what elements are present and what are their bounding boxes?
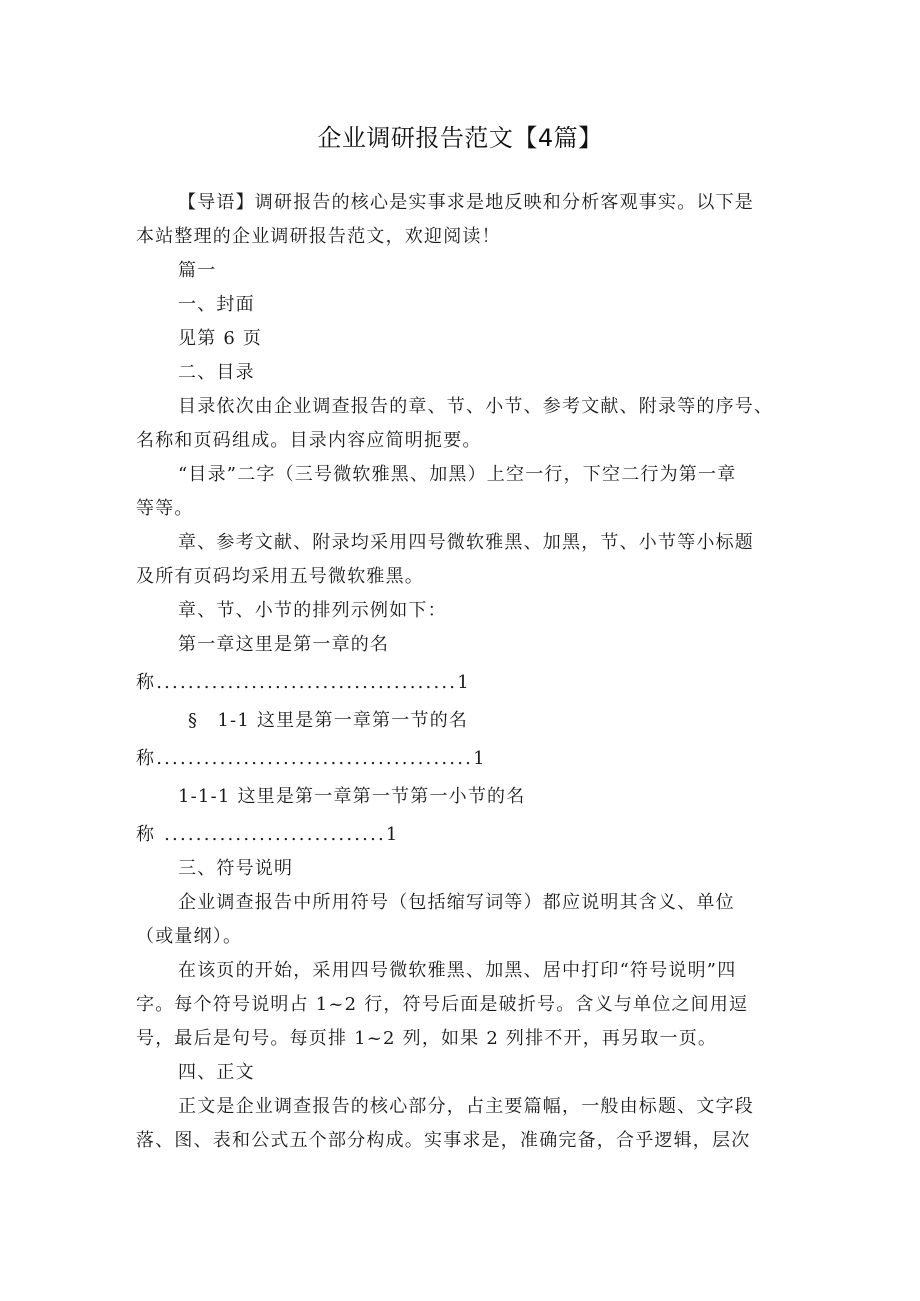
toc-paragraph-2-line-1: “目录”二字（三号微软雅黑、加黑）上空一行，下空二行为第一章 xyxy=(178,464,737,485)
section-heading-cover: 一、封面 xyxy=(178,294,255,315)
section-heading-body: 四、正文 xyxy=(178,1062,255,1083)
section-heading-toc: 二、目录 xyxy=(178,362,255,383)
body-paragraph-1-line-1: 正文是企业调查报告的核心部分，占主要篇幅，一般由标题、文字段 xyxy=(178,1096,754,1117)
toc-paragraph-1-line-2: 名称和页码组成。目录内容应简明扼要。 xyxy=(136,430,482,451)
toc-paragraph-1-line-1: 目录依次由企业调查报告的章、节、小节、参考文献、附录等的序号、 xyxy=(178,396,774,417)
body-paragraph-1-line-2: 落、图、表和公式五个部分构成。实事求是，准确完备，合乎逻辑，层次 xyxy=(136,1130,751,1151)
toc-example-subsection-title: 1-1-1 这里是第一章第一节第一小节的名 xyxy=(178,786,526,807)
toc-example-section-title: § 1-1 这里是第一章第一节的名 xyxy=(188,710,469,731)
toc-example-section-leader: 称........................................1 xyxy=(136,748,487,769)
toc-paragraph-3-line-2: 及所有页码均采用五号微软雅黑。 xyxy=(136,566,424,587)
see-page-note: 见第 6 页 xyxy=(178,328,263,349)
toc-paragraph-2-line-2: 等等。 xyxy=(136,498,194,519)
section-heading-symbols: 三、符号说明 xyxy=(178,858,294,879)
symbols-paragraph-1-line-2: （或量纲）。 xyxy=(136,926,243,947)
toc-example-chapter-leader: 称......................................1 xyxy=(136,672,471,693)
symbols-paragraph-2-line-1: 在该页的开始，采用四号微软雅黑、加黑、居中打印“符号说明”四 xyxy=(178,960,737,981)
symbols-paragraph-2-line-2: 字。每个符号说明占 1~2 行，符号后面是破折号。含义与单位之间用逗 xyxy=(136,994,749,1015)
intro-line-1: 【导语】调研报告的核心是实事求是地反映和分析客观事实。以下是 xyxy=(178,192,754,213)
document-body xyxy=(136,186,792,1158)
document-title: 企业调研报告范文【4篇】 xyxy=(317,124,603,152)
toc-paragraph-3-line-1: 章、参考文献、附录均采用四号微软雅黑、加黑，节、小节等小标题 xyxy=(178,532,754,553)
intro-line-2: 本站整理的企业调研报告范文，欢迎阅读！ xyxy=(136,226,501,247)
symbols-paragraph-2-line-3: 号，最后是句号。每页排 1~2 列，如果 2 列排不开，再另取一页。 xyxy=(136,1028,718,1049)
symbols-paragraph-1-line-1: 企业调查报告中所用符号（包括缩写词等）都应说明其含义、单位 xyxy=(178,892,735,913)
toc-example-chapter-title: 第一章这里是第一章的名 xyxy=(178,634,390,655)
toc-example-subsection-leader: 称 ............................1 xyxy=(136,824,400,845)
toc-paragraph-4: 章、节、小节的排列示例如下： xyxy=(178,600,447,621)
part-heading: 篇一 xyxy=(178,260,217,281)
